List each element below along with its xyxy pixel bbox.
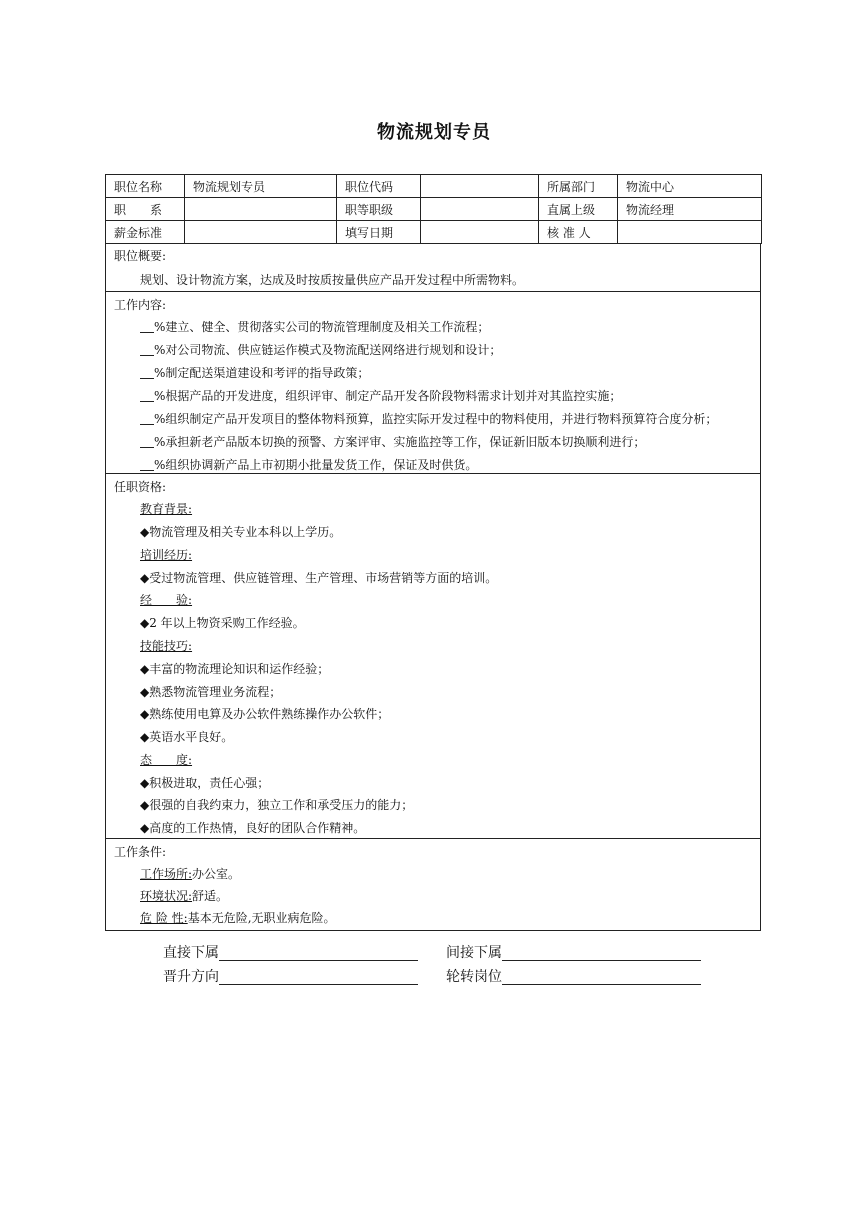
duties-section bbox=[105, 292, 761, 474]
label-approver: 核 准 人 bbox=[539, 221, 618, 244]
label-salary: 薪金标准 bbox=[106, 221, 185, 244]
label-position-code: 职位代码 bbox=[337, 175, 421, 198]
indirect-subordinates-field: 间接下属 bbox=[446, 942, 701, 962]
document-title: 物流规划专员 bbox=[377, 122, 491, 143]
list-item: 危 险 性:基本无危险,无职业病危险。 bbox=[140, 911, 336, 925]
list-item: ◆英语水平良好。 bbox=[140, 730, 234, 744]
table-row bbox=[106, 175, 762, 198]
list-item: ◆2 年以上物资采购工作经验。 bbox=[140, 616, 305, 630]
qualifications-section bbox=[105, 474, 761, 839]
duties-heading: 工作内容: bbox=[114, 298, 167, 312]
list-item: ◆积极进取，责任心强； bbox=[140, 776, 270, 790]
label-job-family: 职 系 bbox=[106, 198, 185, 221]
attitude-heading: 态 度: bbox=[140, 753, 193, 767]
list-item: %对公司物流、供应链运作模式及物流配送网络进行规划和设计； bbox=[140, 341, 501, 358]
list-item: ◆受过物流管理、供应链管理、生产管理、市场营销等方面的培训。 bbox=[140, 571, 498, 585]
overview-heading: 职位概要: bbox=[114, 249, 167, 263]
value-position-code bbox=[421, 175, 539, 198]
label-position-name: 职位名称 bbox=[106, 175, 185, 198]
value-supervisor: 物流经理 bbox=[618, 198, 762, 221]
list-item: %组织制定产品开发项目的整体物料预算，监控实际开发过程中的物料使用，并进行物料预算符合度分析； bbox=[140, 410, 717, 427]
label-fill-date: 填写日期 bbox=[337, 221, 421, 244]
list-item: ◆丰富的物流理论知识和运作经验； bbox=[140, 662, 330, 676]
value-job-family bbox=[185, 198, 337, 221]
education-heading: 教育背景: bbox=[140, 502, 193, 516]
list-item: ◆熟悉物流管理业务流程； bbox=[140, 685, 282, 699]
conditions-section bbox=[105, 839, 761, 931]
list-item: %根据产品的开发进度，组织评审、制定产品开发各阶段物料需求计划并对其监控实施； bbox=[140, 387, 621, 404]
list-item: %建立、健全、贯彻落实公司的物流管理制度及相关工作流程； bbox=[140, 318, 489, 335]
label-supervisor: 直属上级 bbox=[539, 198, 618, 221]
value-fill-date bbox=[421, 221, 539, 244]
job-info-table bbox=[105, 174, 762, 244]
training-heading: 培训经历: bbox=[140, 548, 193, 562]
list-item: %组织协调新产品上市初期小批量发货工作，保证及时供货。 bbox=[140, 456, 477, 473]
list-item: ◆熟练使用电算及办公软件熟练操作办公软件； bbox=[140, 707, 390, 721]
list-item: %承担新老产品版本切换的预警、方案评审、实施监控等工作，保证新旧版本切换顺利进行； bbox=[140, 433, 645, 450]
value-department: 物流中心 bbox=[618, 175, 762, 198]
qualifications-heading: 任职资格: bbox=[114, 480, 167, 494]
value-approver bbox=[618, 221, 762, 244]
table-row bbox=[106, 198, 762, 221]
rotation-position-field: 轮转岗位 bbox=[446, 966, 701, 986]
direct-subordinates-field: 直接下属 bbox=[163, 942, 418, 962]
overview-section bbox=[105, 243, 761, 292]
list-item: 工作场所:办公室。 bbox=[140, 867, 241, 881]
label-department: 所属部门 bbox=[539, 175, 618, 198]
conditions-heading: 工作条件: bbox=[114, 845, 167, 859]
list-item: ◆高度的工作热情，良好的团队合作精神。 bbox=[140, 821, 366, 835]
promotion-path-field: 晋升方向 bbox=[163, 966, 418, 986]
value-job-grade bbox=[421, 198, 539, 221]
experience-heading: 经 验: bbox=[140, 593, 193, 607]
label-job-grade: 职等职级 bbox=[337, 198, 421, 221]
list-item: %制定配送渠道建设和考评的指导政策； bbox=[140, 364, 369, 381]
list-item: ◆物流管理及相关专业本科以上学历。 bbox=[140, 525, 342, 539]
value-salary bbox=[185, 221, 337, 244]
skills-heading: 技能技巧: bbox=[140, 639, 193, 653]
list-item: 环境状况:舒适。 bbox=[140, 889, 229, 903]
value-position-name: 物流规划专员 bbox=[185, 175, 337, 198]
overview-text: 规划、设计物流方案，达成及时按质按量供应产品开发过程中所需物料。 bbox=[140, 273, 525, 287]
list-item: ◆很强的自我约束力，独立工作和承受压力的能力； bbox=[140, 798, 414, 812]
table-row bbox=[106, 221, 762, 244]
